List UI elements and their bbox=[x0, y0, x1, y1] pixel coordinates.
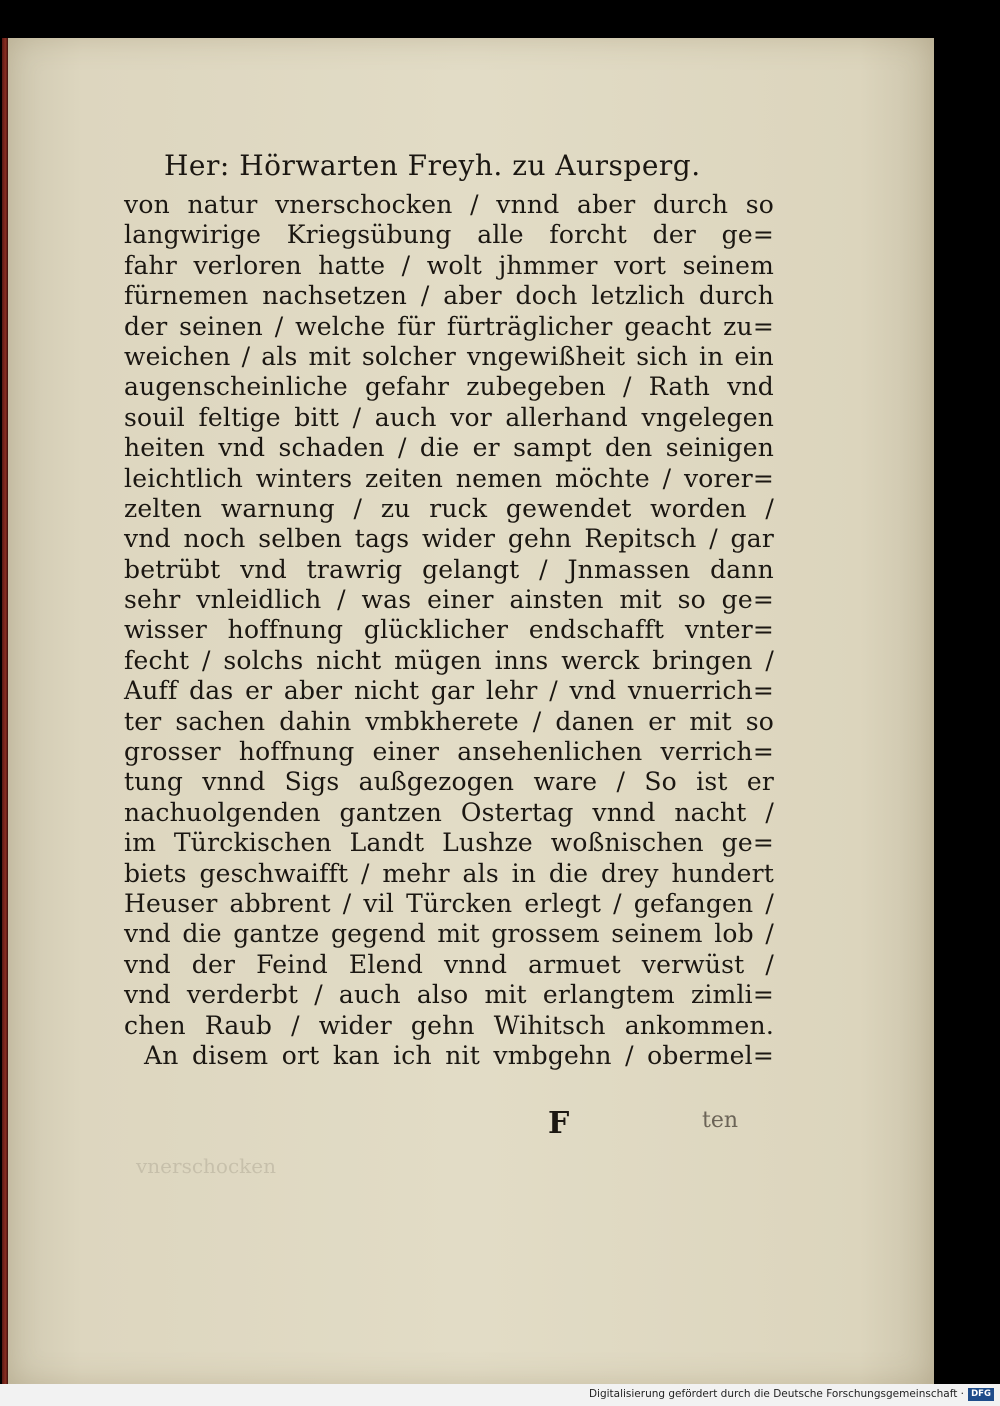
text-line: An disem ort kan ich nit vmbgehn / obermel= bbox=[144, 1040, 774, 1070]
text-line: von natur vnerschocken / vnnd aber durch so bbox=[124, 190, 774, 219]
text-line: vnd verderbt / auch also mit erlangtem zimli= bbox=[124, 980, 774, 1010]
text-line: augenscheinliche gefahr zubegeben / Rath vnd bbox=[124, 372, 774, 402]
text-line: Heuser abbrent / vil Türcken erlegt / gefangen / bbox=[124, 888, 774, 918]
text-line: sehr vnleidlich / was einer ainsten mit so ge= bbox=[124, 585, 774, 615]
text-line: chen Raub / wider gehn Wihitsch ankommen. bbox=[124, 1010, 774, 1040]
text-line: nachuolgenden gantzen Ostertag vnnd nacht / bbox=[124, 797, 774, 827]
text-line: zelten warnung / zu ruck gewendet worden / bbox=[124, 493, 774, 523]
footer-funding-text: Digitalisierung gefördert durch die Deutsche Forschungsgemeinschaft · bbox=[588, 1388, 964, 1400]
text-line: Auff das er aber nicht gar lehr / vnd vnuerrich= bbox=[124, 676, 774, 706]
body-text bbox=[124, 190, 774, 1071]
text-line: fecht / solchs nicht mügen inns werck bringen / bbox=[124, 645, 774, 675]
text-line: langwirige Kriegsübung alle forcht der ge= bbox=[124, 220, 774, 250]
text-line: souil feltige bitt / auch vor allerhand vngelegen bbox=[124, 402, 774, 432]
text-line: fahr verloren hatte / wolt jhmmer vort seinem bbox=[124, 250, 774, 280]
text-line: vnd noch selben tags wider gehn Repitsch / gar bbox=[124, 524, 774, 554]
text-line: betrübt vnd trawrig gelangt / Jnmassen dann bbox=[124, 554, 774, 584]
text-line: wisser hoffnung glücklicher endschafft vnter= bbox=[124, 615, 774, 645]
text-line: tung vnnd Sigs außgezogen ware / So ist er bbox=[124, 767, 774, 797]
text-line: leichtlich winters zeiten nemen möchte / vorer= bbox=[124, 463, 774, 493]
text-line: im Türckischen Landt Lushze woßnischen ge= bbox=[124, 828, 774, 858]
text-line: der seinen / welche für fürträglicher geacht zu= bbox=[124, 311, 774, 341]
signature-mark: F bbox=[548, 1106, 570, 1141]
text-line: vnd die gantze gegend mit grossem seinem lob / bbox=[124, 919, 774, 949]
text-line: biets geschwaifft / mehr als in die drey hundert bbox=[124, 858, 774, 888]
running-head: Her: Hörwarten Freyh. zu Aursperg. bbox=[164, 149, 701, 182]
text-line: ter sachen dahin vmbkherete / danen er mit so bbox=[124, 706, 774, 736]
show-through-text: vnerschocken bbox=[136, 1154, 276, 1178]
text-line: fürnemen nachsetzen / aber doch letzlich durch bbox=[124, 281, 774, 311]
dfg-logo-icon: DFG bbox=[968, 1388, 994, 1401]
text-line: vnd der Feind Elend vnnd armuet verwüst / bbox=[124, 949, 774, 979]
text-line: weichen / als mit solcher vngewißheit sich in ein bbox=[124, 341, 774, 371]
text-block bbox=[124, 142, 774, 1071]
text-line: heiten vnd schaden / die er sampt den seinigen bbox=[124, 433, 774, 463]
catchword: ten bbox=[702, 1108, 739, 1133]
text-line: grosser hoffnung einer ansehenlichen verrich= bbox=[124, 737, 774, 767]
book-page bbox=[8, 38, 934, 1384]
